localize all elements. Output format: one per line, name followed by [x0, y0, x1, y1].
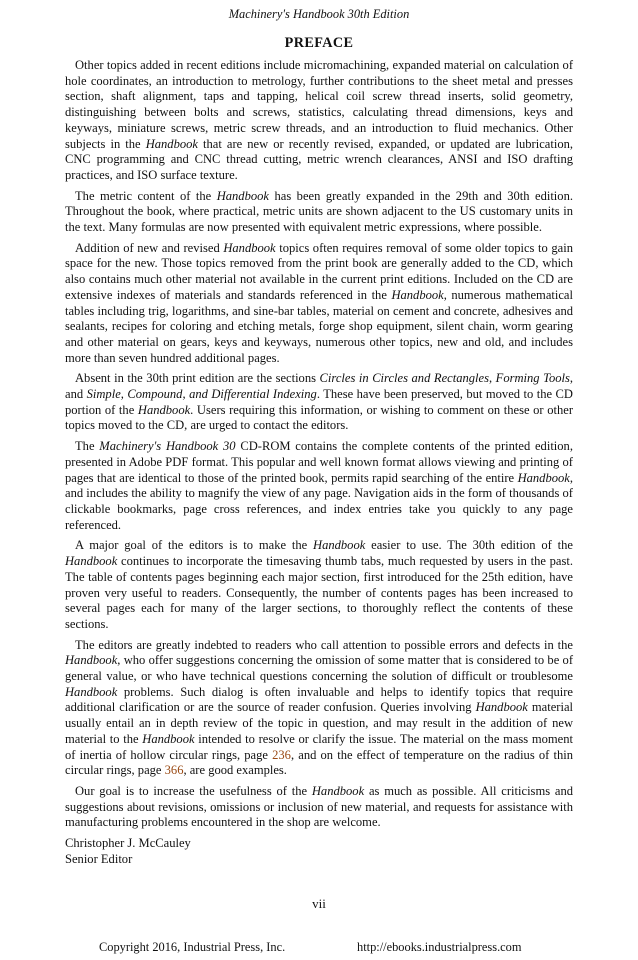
body-text	[65, 58, 573, 867]
page-number: vii	[312, 896, 326, 911]
running-head: Machinery's Handbook 30th Edition	[228, 7, 410, 21]
paragraph-1: Other topics added in recent editions include micromachining, expanded material on calculation of hole coordinates, an introduction to metrology, further contributions to the sheet metal and presses section, shaft alignment, taps and tapping, helical coil screw thread inserts, solid geometry, distinguishing between bolts and screws, statistics, calculating thread dimensions, keys and keyways, miniature screws, metric screw threads, and an introduction to fluid mechanics. Other subjects in the Handbook that are new or recently revised, expanded, or updated are lubrication, CNC programming and CNC thread cutting, metric wrench clearances, ANSI and ISO drafting practices, and ISO surface texture.	[65, 58, 574, 182]
page-link-366[interactable]: 366	[164, 763, 184, 778]
signature-name: Christopher J. McCauley	[65, 836, 191, 851]
paragraph-4: Absent in the 30th print edition are the sections Circles in Circles and Rectangles, Forming Tools, and Simple, Compound, and Differential Indexing. These have been preserved, but moved to the CD portion of the Handbook. Users requiring this information, or wishing to comment on these or other topics moved to the CD, are urged to contact the editors.	[65, 371, 574, 433]
paragraph-6: A major goal of the editors is to make the Handbook easier to use. The 30th edition of the Handbook continues to incorporate the timesaving thumb tabs, much requested by users in the past. The table of contents pages beginning each major section, first introduced for the 25th edition, have proven very useful to readers. Consequently, the number of contents pages has been increased to several pages each for many of the larger sections, to thoroughly reflect the contents of these sections.	[65, 538, 573, 631]
page-title: PREFACE	[284, 35, 354, 51]
paragraph-2: The metric content of the Handbook has been greatly expanded in the 29th and 30th edition. Throughout the book, where practical, metric units are shown adjacent to the US customary units in the text. Many formulas are now presented with equivalent metric expressions, where possible.	[65, 188, 573, 235]
footer-url[interactable]: http://ebooks.industrialpress.com	[357, 940, 522, 954]
paragraph-5: The Machinery's Handbook 30 CD-ROM contains the complete contents of the printed edition, presented in Adobe PDF format. This popular and well known format allows viewing and printing of pages that are identical to those of the printed book, permits rapid searching of the entire Handbook, and includes the ability to magnify the view of any page. Navigation aids in the form of thousands of clickable bookmarks, page cross references, and index entries take you quickly to any page referenced.	[65, 439, 573, 532]
page-link-236[interactable]: 236	[272, 747, 291, 762]
signature-role: Senior Editor	[65, 851, 133, 866]
footer-copyright: Copyright 2016, Industrial Press, Inc.	[99, 940, 286, 954]
paragraph-3: Addition of new and revised Handbook topics often requires removal of some older topics to gain space for the new. Those topics removed from the print book are generally added to the CD, which also contains much other material not available in the current print editions. Included on the CD are extensive indexes of materials and standards referenced in the Handbook, numerous mathematical tables including trig, logarithms, and sine-bar tables, material on cement and concrete, adhesives and sealants, recipes for coloring and etching metals, forge shop equipment, silent chain, worm gearing and other material on gears, keys and keyways, numerous other topics, new and old, and includes more than seven hundred additional pages.	[65, 240, 573, 365]
paragraph-7: The editors are greatly indebted to readers who call attention to possible errors and defects in the Handbook, who offer suggestions concerning the omission of some matter that is considered to be of general value, or who have technical questions concerning the solution of difficult or troublesome Handbook problems. Such dialog is often invaluable and helps to identify topics that require additional clarification or are the source of reader confusion. Queries involving Handbook material usually entail an in depth review of the topic in question, and may result in the addition of new material to the Handbook intended to resolve or clarify the issue. The material on the mass moment of inertia of hollow circular rings, page 236, and on the effect of temperature on the radius of thin circular rings, page 366, are good examples.	[65, 637, 573, 778]
paragraph-8: Our goal is to increase the usefulness of the Handbook as much as possible. All criticisms and suggestions about revisions, omissions or inclusion of new material, and requests for assistance with manufacturing problems encountered in the shop are welcome.	[65, 783, 573, 830]
